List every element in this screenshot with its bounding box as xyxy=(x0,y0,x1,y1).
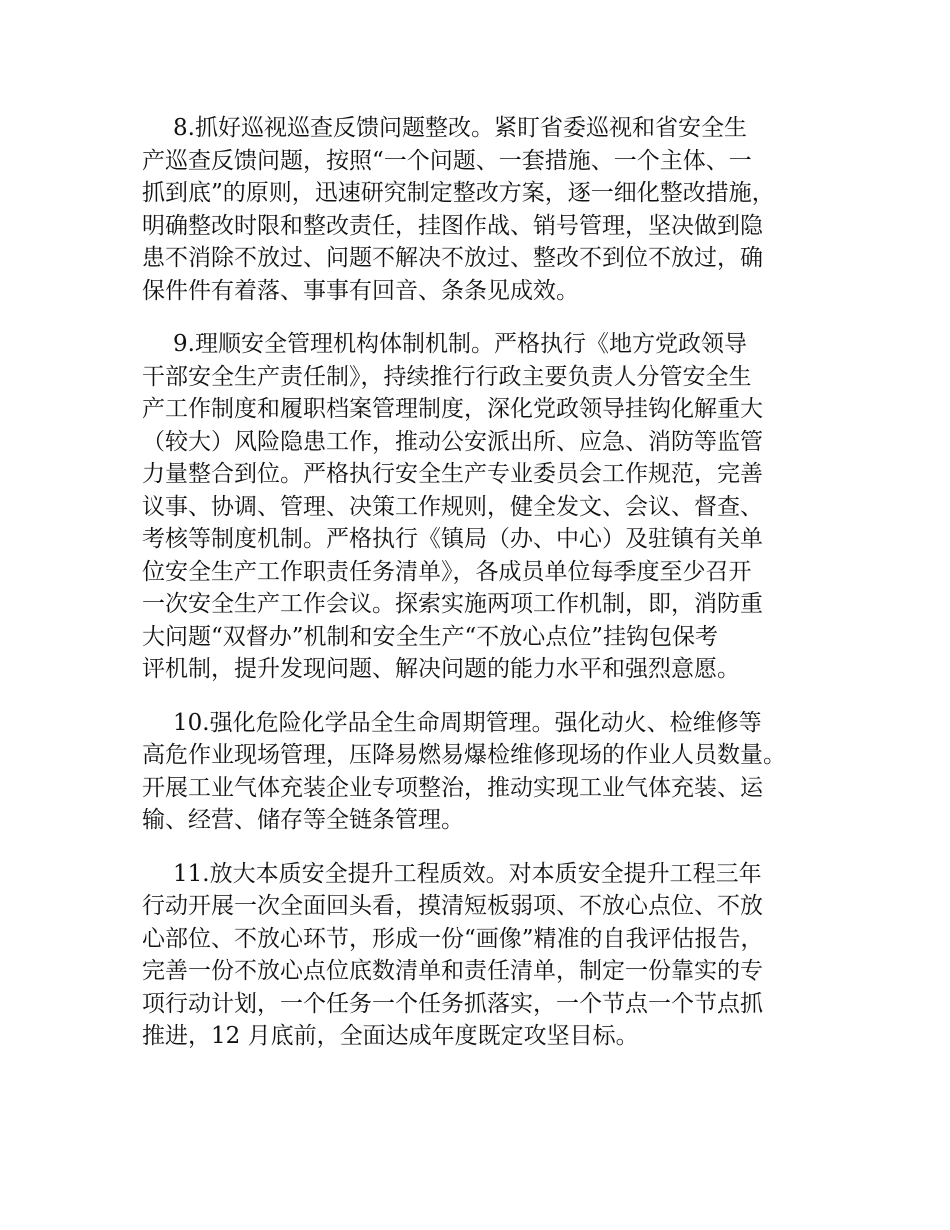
paragraph-line: 10.强化危险化学品全生命周期管理。强化动火、检维修等 xyxy=(173,709,762,736)
paragraph-item-10 xyxy=(142,707,832,837)
paragraph-line: 大问题“双督办”机制和安全生产“不放心点位”挂钩包保考 xyxy=(142,623,719,650)
paragraph-line: 考核等制度机制。严格执行《镇局（办、中心）及驻镇有关单 xyxy=(142,526,763,552)
paragraph-line: 开展工业气体充装企业专项整治，推动实现工业气体充装、运 xyxy=(142,774,763,801)
paragraph-line: 议事、协调、管理、决策工作规则，健全发文、会议、督查、 xyxy=(142,493,763,520)
paragraph-line: 推进，12 月底前，全面达成年度既定攻坚目标。 xyxy=(142,1023,639,1049)
document-body xyxy=(142,112,832,1074)
paragraph-line: 高危作业现场管理，压降易燃易爆检维修现场的作业人员数量。 xyxy=(142,742,786,768)
paragraph-line: 抓到底”的原则，迅速研究制定整改方案，逐一细化整改措施， xyxy=(142,180,775,206)
paragraph-line: 患不消除不放过、问题不解决不放过、整改不到位不放过，确 xyxy=(142,245,763,271)
paragraph-line: 位安全生产工作职责任务清单》，各成员单位每季度至少召开 xyxy=(142,558,752,585)
paragraph-line: 明确整改时限和整改责任，挂图作战、销号管理，坚决做到隐 xyxy=(142,212,763,239)
paragraph-line: 一次安全生产工作会议。探索实施两项工作机制，即，消防重 xyxy=(142,591,763,617)
paragraph-line: 干部安全生产责任制》，持续推行行政主要负责人分管安全生 xyxy=(142,363,752,390)
paragraph-line: 输、经营、储存等全链条管理。 xyxy=(142,807,464,833)
paragraph-line: 心部位、不放心环节，形成一份“画像”精准的自我评估报告， xyxy=(142,925,764,952)
paragraph-line: 完善一份不放心点位底数清单和责任清单，制定一份靠实的专 xyxy=(142,958,763,984)
paragraph-item-11 xyxy=(142,858,832,1053)
paragraph-line: 行动开展一次全面回头看，摸清短板弱项、不放心点位、不放 xyxy=(142,893,763,919)
paragraph-line: 产工作制度和履职档案管理制度，深化党政领导挂钩化解重大 xyxy=(142,396,763,422)
paragraph-line: 11.放大本质安全提升工程质效。对本质安全提升工程三年 xyxy=(173,860,762,887)
paragraph-line: 评机制，提升发现问题、解决问题的能力水平和强烈意愿。 xyxy=(142,656,740,682)
paragraph-line: 9.理顺安全管理机构体制机制。严格执行《地方党政领导 xyxy=(173,331,747,357)
paragraph-item-9 xyxy=(142,328,832,686)
paragraph-line: 项行动计划，一个任务一个任务抓落实，一个节点一个节点抓 xyxy=(142,990,763,1017)
paragraph-item-8 xyxy=(142,112,832,307)
paragraph-line: 产巡查反馈问题，按照“一个问题、一套措施、一个主体、一 xyxy=(142,147,752,174)
paragraph-line: 8.抓好巡视巡查反馈问题整改。紧盯省委巡视和省安全生 xyxy=(173,115,747,141)
paragraph-line: 力量整合到位。严格执行安全生产专业委员会工作规范，完善 xyxy=(142,461,763,487)
paragraph-line: （较大）风险隐患工作，推动公安派出所、应急、消防等监管 xyxy=(142,428,763,455)
paragraph-line: 保件件有着落、事事有回音、条条见成效。 xyxy=(142,277,579,304)
